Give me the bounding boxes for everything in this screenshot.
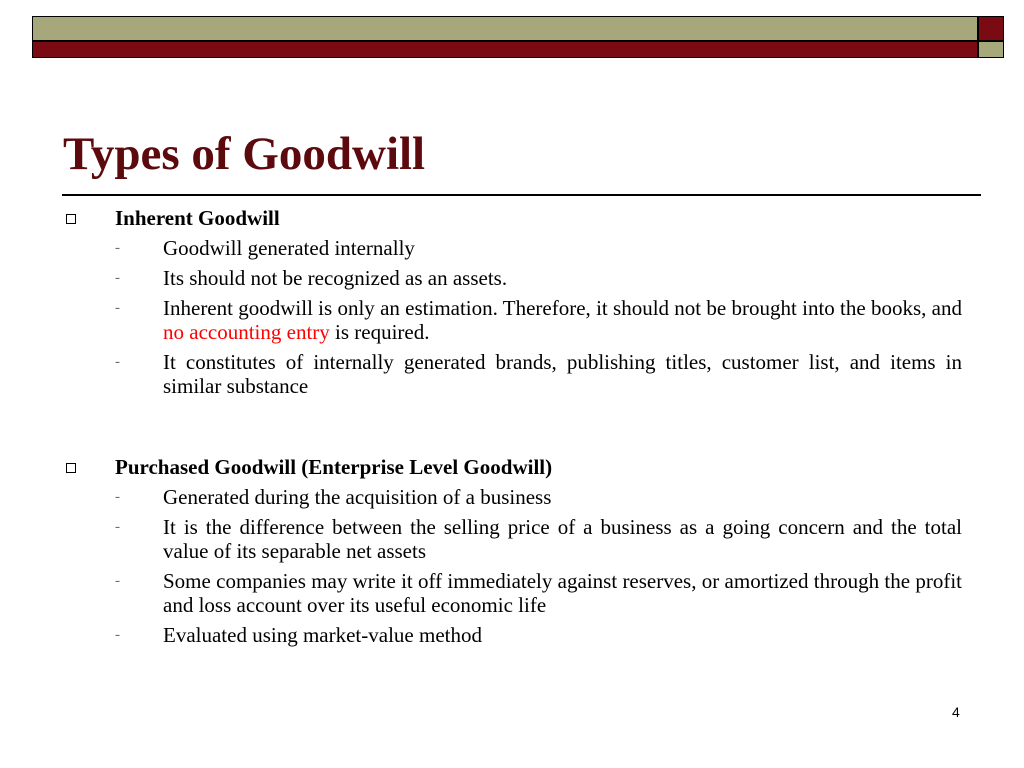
sub-bullet-list [115, 485, 962, 647]
section-heading: Inherent Goodwill [115, 206, 280, 230]
title-divider [62, 194, 981, 196]
highlighted-text: no accounting entry [163, 320, 330, 344]
section-heading: Purchased Goodwill (Enterprise Level Goodwill) [115, 455, 553, 479]
header-band-red-strip [32, 41, 978, 58]
header-band-red-corner [978, 16, 1004, 41]
dash-bullet: - [115, 519, 120, 535]
list-item [115, 485, 962, 509]
list-item [115, 350, 962, 398]
list-item-text: It constitutes of internally generated brands, publishing titles, customer list, and items in similar substance [163, 350, 962, 398]
slide-content [62, 206, 962, 647]
page-number: 4 [952, 704, 960, 720]
header-band-olive-corner [978, 41, 1004, 58]
list-item-text: Generated during the acquisition of a business [163, 485, 552, 509]
list-item-text: Its should not be recognized as an assets. [163, 266, 508, 290]
dash-bullet: - [115, 270, 120, 286]
header-band-olive-strip [32, 16, 978, 41]
list-item-text: Some companies may write it off immediately against reserves, or amortized through the profit and loss account over its useful economic life [163, 569, 962, 617]
list-item [115, 296, 962, 344]
list-item [115, 266, 962, 290]
square-bullet-icon [66, 463, 76, 473]
list-item-text: is required. [329, 320, 430, 344]
list-item-text: Goodwill generated internally [163, 236, 415, 260]
section-inherent-goodwill [62, 206, 962, 398]
dash-bullet: - [115, 489, 120, 505]
sub-bullet-list [115, 236, 962, 398]
list-item [115, 236, 962, 260]
list-item-text: It is the difference between the selling price of a business as a going concern and the total value of its separable net assets [163, 515, 962, 563]
list-item [115, 515, 962, 563]
dash-bullet: - [115, 240, 120, 256]
list-item-text: Inherent goodwill is only an estimation. Therefore, it should not be brought into the books, and [163, 296, 962, 320]
dash-bullet: - [115, 354, 120, 370]
section-purchased-goodwill [62, 455, 962, 647]
dash-bullet: - [115, 300, 120, 316]
list-item [115, 623, 962, 647]
dash-bullet: - [115, 627, 120, 643]
list-item-text: Evaluated using market-value method [163, 623, 482, 647]
list-item [115, 569, 962, 617]
square-bullet-icon [66, 214, 76, 224]
slide-title: Types of Goodwill [63, 128, 426, 180]
dash-bullet: - [115, 573, 120, 589]
